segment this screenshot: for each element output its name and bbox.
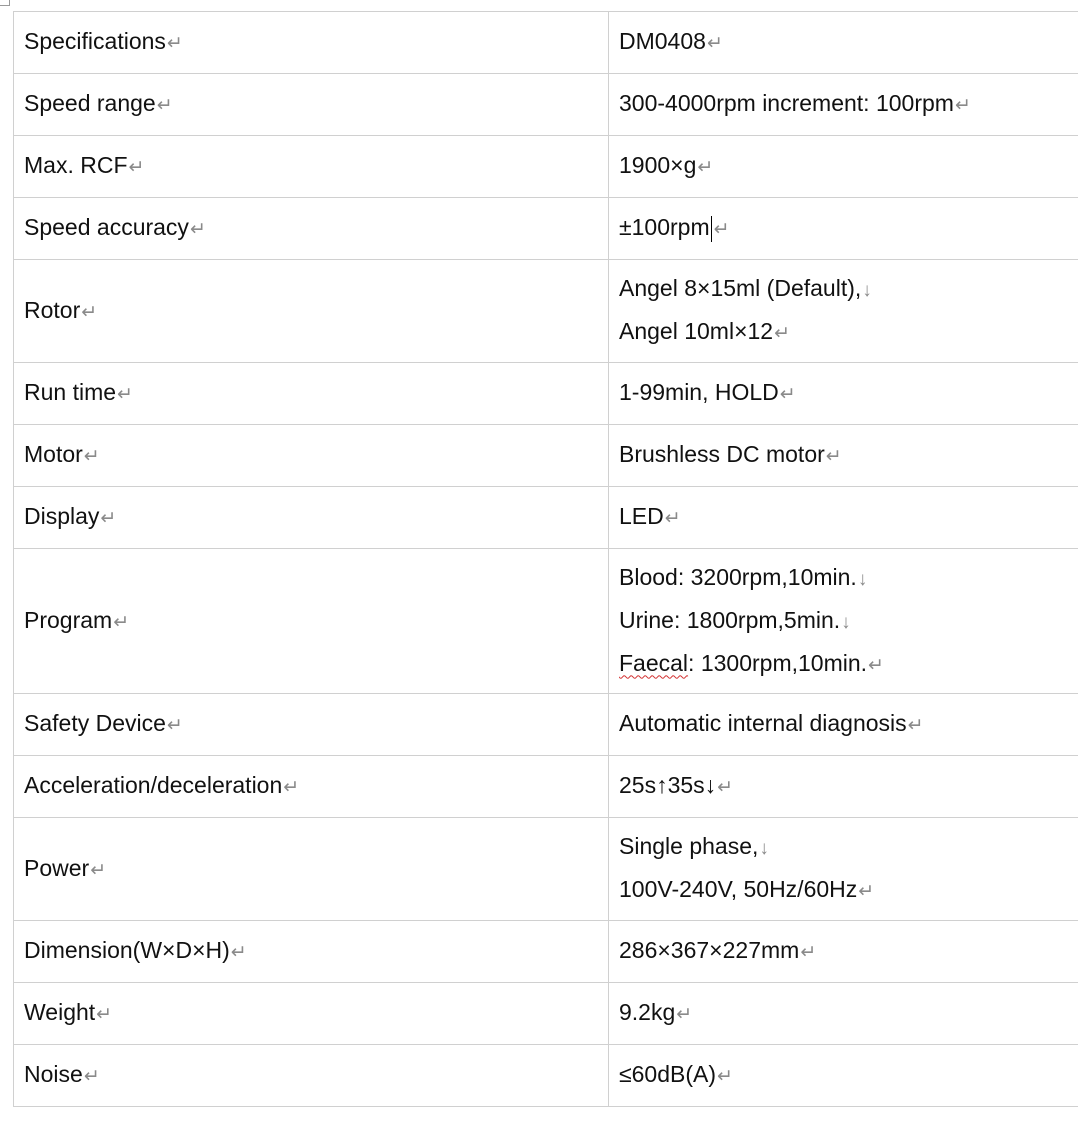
spec-label-cell[interactable] <box>14 921 609 983</box>
paragraph-mark: ↵ <box>283 777 300 798</box>
text-cursor <box>711 216 712 242</box>
spec-label: Power <box>24 854 90 881</box>
spec-value: 9.2kg <box>619 999 676 1025</box>
spec-label-cell[interactable] <box>14 1045 609 1107</box>
paragraph-mark: ↵ <box>230 942 247 963</box>
spec-value-cell[interactable] <box>609 363 1078 425</box>
table-row <box>14 921 1078 983</box>
spec-label: Max. RCF <box>24 152 128 178</box>
table-row <box>14 487 1078 549</box>
spec-value-cell[interactable] <box>609 549 1078 694</box>
paragraph-mark: ↵ <box>128 157 145 178</box>
spellcheck-flagged-word[interactable]: Faecal <box>619 649 689 676</box>
line-break-mark: ↓ <box>857 568 868 590</box>
spec-label: Acceleration/deceleration <box>24 772 283 798</box>
spec-value-cell[interactable] <box>609 74 1078 136</box>
specifications-table <box>13 11 1078 1107</box>
paragraph-mark: ↵ <box>83 1066 100 1087</box>
table-row <box>14 260 1078 363</box>
spec-label-cell[interactable] <box>14 260 609 363</box>
paragraph-mark: ↵ <box>90 859 107 881</box>
line-break-mark: ↓ <box>862 280 872 301</box>
paragraph-mark: ↵ <box>117 384 133 405</box>
spec-label: Rotor <box>24 296 81 323</box>
spec-value-cell[interactable] <box>609 756 1078 818</box>
spec-label: Dimension(W×D×H) <box>24 937 230 963</box>
spec-label-cell[interactable] <box>14 74 609 136</box>
spec-value: Automatic internal diagnosis <box>619 710 907 736</box>
paragraph-mark: ↵ <box>664 508 681 529</box>
paragraph-mark: ↵ <box>907 715 924 736</box>
spec-value: 1900×g <box>619 152 697 178</box>
table-row <box>14 694 1078 756</box>
table-row <box>14 74 1078 136</box>
spec-value-cell[interactable] <box>609 260 1078 363</box>
table-row <box>14 363 1078 425</box>
paragraph-mark: ↵ <box>156 95 173 116</box>
spec-value: 1-99min, HOLD <box>619 379 779 405</box>
spec-value: 25s↑35s↓ <box>619 772 717 798</box>
spec-value-cell[interactable] <box>609 818 1078 921</box>
spec-label-cell[interactable] <box>14 818 609 921</box>
paragraph-mark: ↵ <box>83 446 100 467</box>
spec-label: Program <box>24 606 113 633</box>
spec-value-line: Angel 8×15ml (Default), <box>619 275 862 301</box>
spec-value-cell[interactable] <box>609 136 1078 198</box>
paragraph-mark: ↵ <box>166 33 183 54</box>
spec-label: Specifications <box>24 28 166 54</box>
spec-label: Motor <box>24 441 83 467</box>
paragraph-mark: ↵ <box>676 1004 693 1025</box>
paragraph-mark: ↵ <box>954 95 971 116</box>
spec-value-cell[interactable] <box>609 425 1078 487</box>
paragraph-mark: ↵ <box>713 219 730 240</box>
line-break-mark: ↓ <box>759 838 769 859</box>
spec-value: DM0408 <box>619 28 706 54</box>
paragraph-mark: ↵ <box>96 1004 113 1025</box>
paragraph-mark: ↵ <box>697 157 714 178</box>
spec-label-cell[interactable] <box>14 694 609 756</box>
paragraph-mark: ↵ <box>868 654 884 676</box>
paragraph-mark: ↵ <box>774 323 791 344</box>
spec-label: Run time <box>24 379 117 405</box>
spec-label: Speed range <box>24 90 156 116</box>
spec-value-line: Urine: 1800rpm,5min. <box>619 606 841 633</box>
table-row <box>14 818 1078 921</box>
spec-value-cell[interactable] <box>609 198 1078 260</box>
spec-value-line: 100V-240V, 50Hz/60Hz <box>619 876 858 902</box>
spec-label-cell[interactable] <box>14 12 609 74</box>
spec-value-cell[interactable] <box>609 12 1078 74</box>
table-row <box>14 756 1078 818</box>
paragraph-mark: ↵ <box>825 446 842 467</box>
spec-label: Weight <box>24 999 96 1025</box>
table-row <box>14 12 1078 74</box>
paragraph-mark: ↵ <box>81 301 98 323</box>
spec-value-cell[interactable] <box>609 694 1078 756</box>
paragraph-mark: ↵ <box>779 384 796 405</box>
spec-value: ±100rpm <box>619 214 710 240</box>
spec-value-line: Angel 10ml×12 <box>619 318 774 344</box>
spec-value: ≤60dB(A) <box>619 1061 716 1087</box>
spec-label: Display <box>24 503 100 529</box>
table-row <box>14 136 1078 198</box>
paragraph-mark: ↵ <box>113 611 130 633</box>
spec-label-cell[interactable] <box>14 136 609 198</box>
spec-label-cell[interactable] <box>14 549 609 694</box>
table-row <box>14 549 1078 694</box>
spec-value-line: Single phase, <box>619 833 759 859</box>
paragraph-mark: ↵ <box>858 881 875 902</box>
spec-label-cell[interactable] <box>14 363 609 425</box>
spec-value: Brushless DC motor <box>619 441 825 467</box>
spec-value-cell[interactable] <box>609 921 1078 983</box>
spec-value-line-spellcheck: Faecal: 1300rpm,10min. <box>619 649 868 676</box>
spec-label: Speed accuracy <box>24 214 189 240</box>
paragraph-mark: ↵ <box>706 33 723 54</box>
spec-value-cell[interactable] <box>609 983 1078 1045</box>
paragraph-mark: ↵ <box>100 508 117 529</box>
spec-label-cell[interactable] <box>14 756 609 818</box>
paragraph-mark: ↵ <box>166 715 183 736</box>
spec-value: LED <box>619 503 664 529</box>
spec-label-cell[interactable] <box>14 425 609 487</box>
spec-value: 300-4000rpm increment: 100rpm <box>619 90 954 116</box>
table-row <box>14 983 1078 1045</box>
table-row <box>14 198 1078 260</box>
spec-label-cell[interactable] <box>14 198 609 260</box>
spec-label-cell[interactable] <box>14 983 609 1045</box>
spec-label: Safety Device <box>24 710 166 736</box>
paragraph-mark: ↵ <box>717 1066 733 1087</box>
paragraph-mark: ↵ <box>189 219 206 240</box>
table-move-handle[interactable] <box>0 0 10 6</box>
spec-value-cell[interactable] <box>609 487 1078 549</box>
spec-label: Noise <box>24 1061 83 1087</box>
paragraph-mark: ↵ <box>717 777 734 798</box>
spec-value: 286×367×227mm <box>619 937 800 963</box>
spec-label-cell[interactable] <box>14 487 609 549</box>
paragraph-mark: ↵ <box>800 942 817 963</box>
table-row <box>14 425 1078 487</box>
spec-value-line: Blood: 3200rpm,10min. <box>619 563 857 590</box>
spec-value-cell[interactable] <box>609 1045 1078 1107</box>
line-break-mark: ↓ <box>841 611 851 633</box>
table-row <box>14 1045 1078 1107</box>
